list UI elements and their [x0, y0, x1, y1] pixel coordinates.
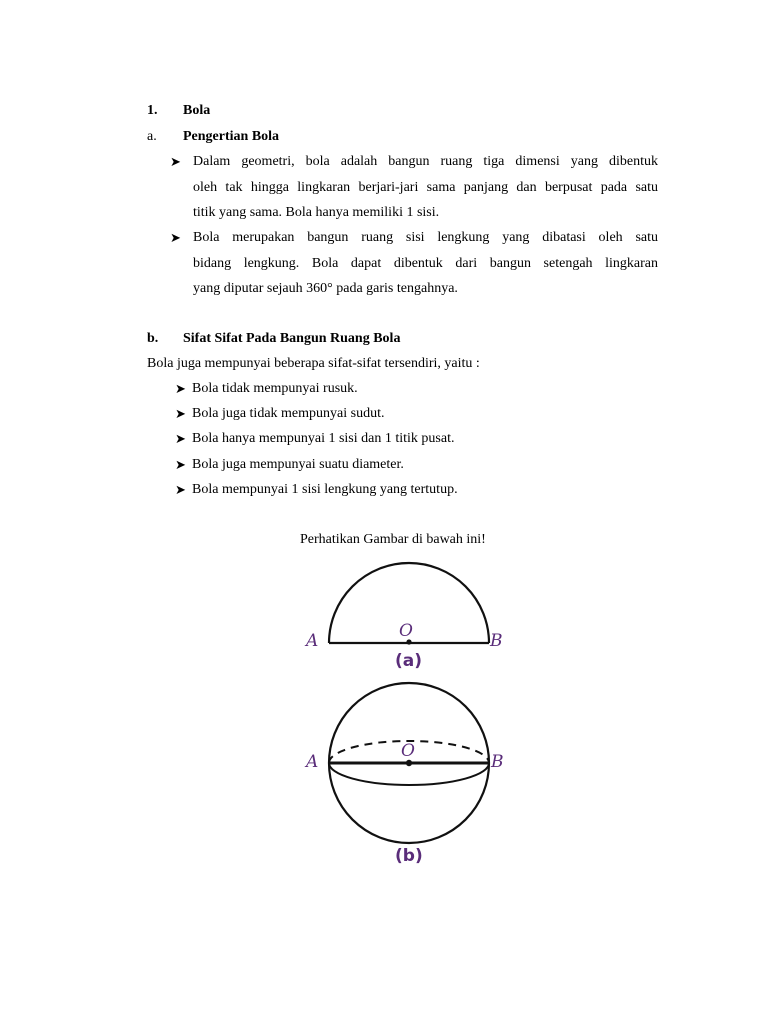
part-b-bullet-1: Bola tidak mempunyai rusuk. — [192, 381, 358, 396]
point-o-label: O — [399, 621, 413, 641]
part-b-letter: b. — [147, 331, 159, 346]
panel-b-label: (b) — [395, 846, 423, 866]
point-a-label: A — [306, 631, 319, 651]
part-a-title: Pengertian Bola — [183, 129, 280, 144]
right-arrowhead-icon: ➤ — [175, 381, 186, 396]
equator-front-arc — [329, 763, 489, 785]
right-arrowhead-icon: ➤ — [175, 406, 186, 421]
right-arrowhead-icon: ➤ — [175, 457, 186, 472]
section-title: Bola — [183, 103, 211, 118]
part-b-title: Sifat Sifat Pada Bangun Ruang Bola — [183, 331, 401, 346]
panel-a-label: (a) — [395, 651, 423, 671]
part-a-bullet-1-line-1: Dalam geometri, bola adalah bangun ruang tiga dimensi yang dibentuk — [193, 154, 658, 169]
section-number: 1. — [147, 103, 158, 118]
right-arrowhead-icon: ➤ — [175, 482, 186, 497]
sphere-diagram — [280, 555, 530, 875]
figure-caption: Perhatikan Gambar di bawah ini! — [300, 532, 486, 547]
part-b-bullet-2: Bola juga tidak mempunyai sudut. — [192, 406, 385, 421]
panel-a — [304, 563, 503, 671]
panel-b — [304, 683, 504, 866]
sphere-figure — [280, 555, 530, 875]
part-a-bullet-2-line-2: bidang lengkung. Bola dapat dibentuk dari bangun setengah lingkaran — [193, 256, 658, 271]
part-a-bullet-1-line-3: titik yang sama. Bola hanya memiliki 1 sisi. — [193, 205, 440, 220]
part-b-intro: Bola juga mempunyai beberapa sifat-sifat tersendiri, yaitu : — [147, 356, 480, 371]
right-arrowhead-icon: ➤ — [170, 154, 181, 169]
part-a-bullet-1-line-2: oleh tak hingga lingkaran berjari-jari sama panjang dan berpusat pada satu — [193, 180, 658, 195]
part-a-letter: a. — [147, 129, 157, 144]
point-a-label: A — [306, 752, 319, 772]
right-arrowhead-icon: ➤ — [175, 431, 186, 446]
part-a-bullet-2-line-1: Bola merupakan bangun ruang sisi lengkung yang dibatasi oleh satu — [193, 230, 658, 245]
right-arrowhead-icon: ➤ — [170, 230, 181, 245]
point-o-label: O — [401, 741, 415, 761]
point-b-label: B — [491, 752, 504, 772]
point-b-label: B — [490, 631, 503, 651]
part-a-bullet-2-line-3: yang diputar sejauh 360° pada garis tengahnya. — [193, 281, 458, 296]
part-b-bullet-3: Bola hanya mempunyai 1 sisi dan 1 titik pusat. — [192, 431, 455, 446]
part-b-bullet-4: Bola juga mempunyai suatu diameter. — [192, 457, 404, 472]
part-b-bullet-5: Bola mempunyai 1 sisi lengkung yang tertutup. — [192, 482, 458, 497]
